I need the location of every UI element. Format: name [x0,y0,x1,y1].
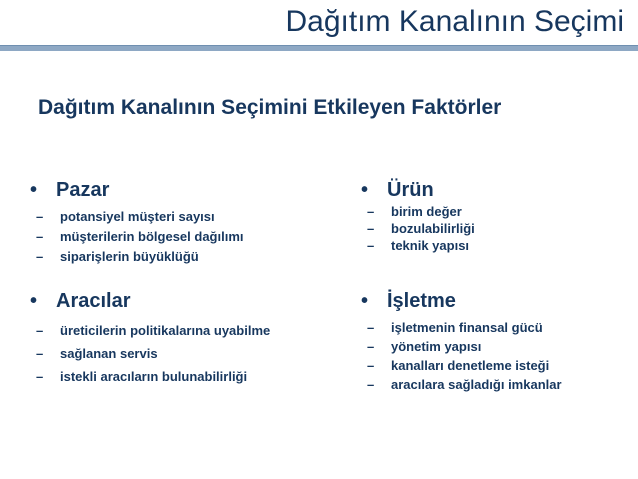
bullet-icon: • [30,179,38,201]
list-item-label: üreticilerin politikalarına uyabilme [60,323,271,338]
list-item-label: istekli aracıların bulunabilirliği [60,369,248,384]
section-item-list [30,319,270,388]
dash-icon: – [367,339,375,354]
bullet-icon: • [361,290,369,312]
section-heading [30,177,244,203]
section-item-list [361,203,475,254]
list-item-label: teknik yapısı [391,238,470,253]
list-item [30,247,244,267]
list-item-label: aracılara sağladığı imkanlar [391,377,562,392]
section-heading-label: Ürün [387,179,434,201]
list-item-label: kanalları denetleme isteği [391,358,550,373]
section-item-list [361,318,562,394]
section-isletme [361,288,562,394]
section-item-list [30,207,244,267]
list-item-label: potansiyel müşteri sayısı [60,209,215,224]
dash-icon: – [36,229,44,244]
list-item-label: yönetim yapısı [391,339,482,354]
list-item [30,365,270,388]
bullet-icon: • [30,290,38,312]
dash-icon: – [36,346,44,361]
dash-icon: – [367,377,375,392]
slide-title: Dağıtım Kanalının Seçimi [285,5,624,38]
section-heading [361,177,475,203]
list-item [30,207,244,227]
list-item [361,356,562,375]
list-item [30,319,270,342]
list-item [361,318,562,337]
dash-icon: – [36,323,44,338]
dash-icon: – [367,221,375,236]
section-heading-label: Pazar [56,179,110,201]
slide-subtitle: Dağıtım Kanalının Seçimini Etkileyen Faktörler [38,96,502,119]
section-heading-label: Aracılar [56,290,131,312]
list-item-label: siparişlerin büyüklüğü [60,249,199,264]
list-item [30,227,244,247]
list-item [361,237,475,254]
list-item [30,342,270,365]
list-item-label: müşterilerin bölgesel dağılımı [60,229,244,244]
dash-icon: – [367,238,375,253]
title-divider [0,45,638,51]
dash-icon: – [36,249,44,264]
dash-icon: – [36,369,44,384]
section-heading-label: İşletme [387,290,456,312]
dash-icon: – [367,358,375,373]
dash-icon: – [367,320,375,335]
list-item-label: birim değer [391,204,462,219]
list-item [361,375,562,394]
bullet-icon: • [361,179,369,201]
section-heading [30,288,270,314]
list-item [361,337,562,356]
section-aracilar [30,288,270,388]
list-item [361,220,475,237]
list-item-label: bozulabilirliği [391,221,475,236]
section-urun [361,177,475,254]
dash-icon: – [36,209,44,224]
list-item-label: işletmenin finansal gücü [391,320,543,335]
section-pazar [30,177,244,267]
section-heading [361,288,562,314]
list-item-label: sağlanan servis [60,346,158,361]
list-item [361,203,475,220]
dash-icon: – [367,204,375,219]
